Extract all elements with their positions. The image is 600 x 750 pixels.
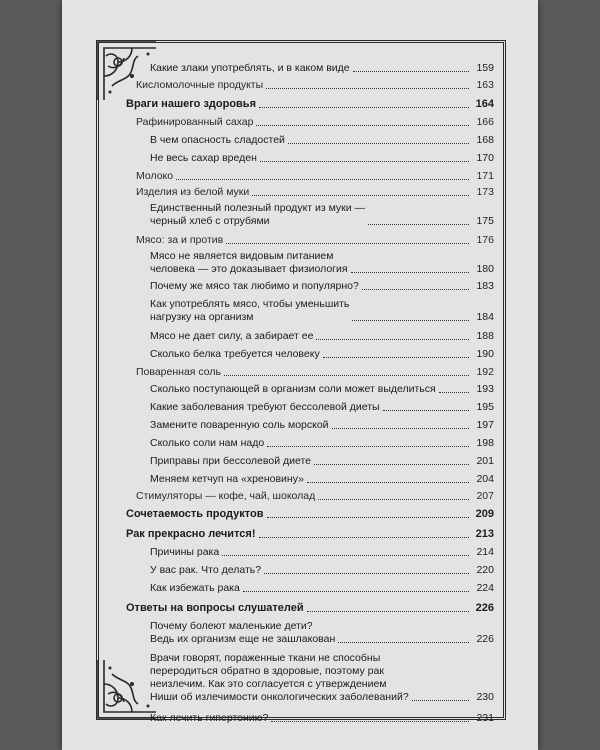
toc-entry-title: Мясо не является видовым питанием человека — это доказывает физиология <box>150 250 348 275</box>
toc-entry-title: Не весь сахар вреден <box>150 152 257 164</box>
dot-leader <box>307 611 469 612</box>
toc-entry <box>126 564 494 577</box>
toc-page-number: 190 <box>476 348 494 360</box>
dot-leader <box>316 339 469 340</box>
toc-entry <box>126 152 494 165</box>
dot-leader <box>271 721 469 722</box>
toc-entry <box>126 366 494 379</box>
toc-entry <box>126 330 494 343</box>
toc-entry <box>126 508 494 521</box>
toc-entry-title: Мясо не дает силу, а забирает ее <box>150 330 314 342</box>
dot-leader <box>243 591 469 592</box>
toc-entry <box>126 79 494 92</box>
toc-entry-title: Сочетаемость продуктов <box>126 508 264 520</box>
toc-entry <box>126 280 494 293</box>
toc-page-number: 183 <box>476 280 494 292</box>
toc-entry <box>126 134 494 147</box>
toc-entry-title: Рафинированный сахар <box>136 116 254 128</box>
toc-entry <box>126 186 494 199</box>
toc-entry-title: Молоко <box>136 170 174 182</box>
toc-page-number: 170 <box>476 152 494 164</box>
dot-leader <box>224 375 469 376</box>
toc-entry-title: Сколько поступающей в организм соли может выделиться <box>150 383 436 395</box>
toc-page-number: 230 <box>476 691 494 703</box>
toc-page-number: 231 <box>476 712 494 724</box>
dot-leader <box>266 88 469 89</box>
toc-entry <box>126 652 494 704</box>
toc-page-number: 164 <box>475 98 494 110</box>
toc-page-number: 188 <box>476 330 494 342</box>
toc-page-number: 213 <box>475 528 494 540</box>
dot-leader <box>176 179 469 180</box>
dot-leader <box>252 195 469 196</box>
dot-leader <box>314 464 469 465</box>
dot-leader <box>222 555 469 556</box>
toc-page-number: 195 <box>476 401 494 413</box>
dot-leader <box>307 482 469 483</box>
toc-entry <box>126 348 494 361</box>
toc-page-number: 175 <box>476 215 494 227</box>
toc-entry <box>126 234 494 247</box>
toc-entry <box>126 419 494 432</box>
toc-entry-title: Враги нашего здоровья <box>126 98 256 110</box>
toc-page-number: 214 <box>476 546 494 558</box>
toc-entry <box>126 620 494 646</box>
dot-leader <box>259 537 469 538</box>
toc-entry-title: Изделия из белой муки <box>136 186 250 198</box>
toc-entry-title: В чем опасность сладостей <box>150 134 285 146</box>
toc-entry-title: Поваренная соль <box>136 366 221 378</box>
toc-page-number: 226 <box>476 633 494 645</box>
toc-entry-title: Как употреблять мясо, чтобы уменьшить нагрузку на организм <box>150 298 350 323</box>
dot-leader <box>338 642 469 643</box>
toc-entry-title: Врачи говорят, пораженные ткани не способны переродиться обратно в здоровые, поэтому рак неизлечим. Как это согласуется с утверждением Ниши об излечимости онкологических заболеваний? <box>150 652 409 703</box>
toc-entry-title: Сколько соли нам надо <box>150 437 265 449</box>
dot-leader <box>256 125 469 126</box>
toc-entry-title: Сколько белка требуется человеку <box>150 348 320 360</box>
book-page <box>62 0 538 750</box>
toc-entry-title: Стимуляторы — кофе, чай, шоколад <box>136 490 316 502</box>
toc-page-number: 209 <box>475 508 494 520</box>
toc-entry <box>126 62 494 75</box>
toc-entry <box>126 546 494 559</box>
toc-entry <box>126 250 494 276</box>
toc-entry <box>126 401 494 414</box>
toc-entry-title: Какие заболевания требуют бессолевой диеты <box>150 401 380 413</box>
toc-entry-title: Рак прекрасно лечится! <box>126 528 256 540</box>
toc-page-number: 166 <box>476 116 494 128</box>
toc-entry-title: Мясо: за и против <box>136 234 224 246</box>
toc-page-number: 226 <box>475 602 494 614</box>
toc-entry-title: Почему же мясо так любимо и популярно? <box>150 280 359 292</box>
toc-entry-title: Какие злаки употреблять, и в каком виде <box>150 62 350 74</box>
toc-page-number: 184 <box>476 311 494 323</box>
toc-entry <box>126 170 494 183</box>
toc-page-number: 197 <box>476 419 494 431</box>
dot-leader <box>323 357 469 358</box>
toc-page-number: 180 <box>476 263 494 275</box>
toc-page-number: 176 <box>476 234 494 246</box>
dot-leader <box>318 499 469 500</box>
toc-entry <box>126 602 494 615</box>
toc-page-number: 171 <box>476 170 494 182</box>
dot-leader <box>259 107 469 108</box>
toc-page-number: 192 <box>476 366 494 378</box>
toc-page-number: 201 <box>476 455 494 467</box>
toc-page-number: 198 <box>476 437 494 449</box>
toc-entry-title: Ответы на вопросы слушателей <box>126 602 304 614</box>
toc-page-number: 224 <box>476 582 494 594</box>
toc-entry-title: Почему болеют маленькие дети? Ведь их организм еще не зашлакован <box>150 620 336 645</box>
toc-entry <box>126 202 494 228</box>
toc-entry <box>126 298 494 324</box>
toc-entry <box>126 712 494 725</box>
toc-entry <box>126 437 494 450</box>
toc-entry-title: Как лечить гипертонию? <box>150 712 269 724</box>
toc-page-number: 207 <box>476 490 494 502</box>
toc-page-number: 193 <box>476 383 494 395</box>
toc-entry <box>126 582 494 595</box>
dot-leader <box>288 143 469 144</box>
toc-page-number: 159 <box>476 62 494 74</box>
toc-entry-title: Причины рака <box>150 546 220 558</box>
toc-page-number: 173 <box>476 186 494 198</box>
toc-entry-title: Кисломолочные продукты <box>136 79 264 91</box>
dot-leader <box>332 428 469 429</box>
dot-leader <box>368 224 469 225</box>
toc-page-number: 204 <box>476 473 494 485</box>
dot-leader <box>353 71 469 72</box>
dot-leader <box>267 446 469 447</box>
toc-entry <box>126 98 494 111</box>
dot-leader <box>412 700 469 701</box>
dot-leader <box>351 272 469 273</box>
dot-leader <box>260 161 469 162</box>
toc-entry <box>126 116 494 129</box>
toc-entry <box>126 383 494 396</box>
toc-page-number: 168 <box>476 134 494 146</box>
dot-leader <box>383 410 469 411</box>
dot-leader <box>264 573 469 574</box>
dot-leader <box>439 392 469 393</box>
dot-leader <box>362 289 469 290</box>
toc-entry <box>126 490 494 503</box>
toc-entry-title: Приправы при бессолевой диете <box>150 455 311 467</box>
toc-entry <box>126 455 494 468</box>
toc-entry-title: У вас рак. Что делать? <box>150 564 262 576</box>
dot-leader <box>226 243 469 244</box>
toc-entry <box>126 473 494 486</box>
toc-page-number: 163 <box>476 79 494 91</box>
toc-entry-title: Единственный полезный продукт из муки — черный хлеб с отрубями <box>150 202 366 227</box>
dot-leader <box>352 320 469 321</box>
toc-entry-title: Меняем кетчуп на «хреновину» <box>150 473 304 485</box>
toc-page-number: 220 <box>476 564 494 576</box>
toc-entry-title: Замените поваренную соль морской <box>150 419 329 431</box>
toc-entry <box>126 528 494 541</box>
dot-leader <box>267 517 469 518</box>
toc-entry-title: Как избежать рака <box>150 582 240 594</box>
